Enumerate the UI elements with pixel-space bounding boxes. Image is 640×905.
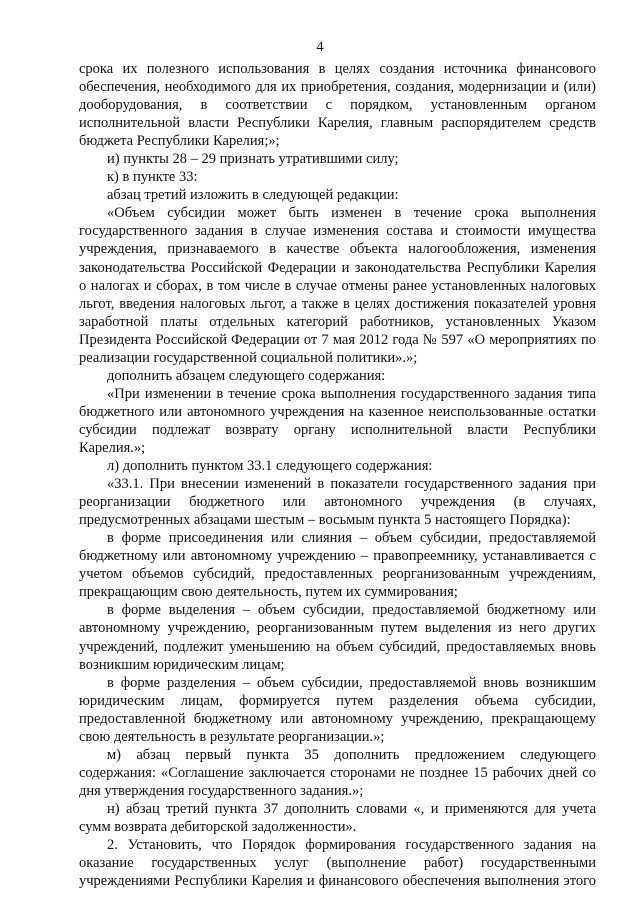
text-line: абзац третий изложить в следующей редакции: bbox=[107, 187, 399, 204]
text-line: срока их полезного использования в целях создания источника финансового bbox=[79, 61, 596, 77]
text-line: учреждения, признаваемого в качестве объекта налогообложения, изменения bbox=[79, 241, 596, 258]
text-line: реорганизации бюджетного или автономного учреждения (в случаях, bbox=[79, 494, 596, 511]
text-line: 2. Установить, что Порядок формирования государственного задания на bbox=[107, 837, 596, 854]
text-line: дополнить абзацем следующего содержания: bbox=[107, 367, 386, 384]
text-line: учреждений, подлежит уменьшению на объем субсидий, предоставляемых вновь bbox=[79, 638, 596, 655]
text-line: предоставленной бюджетному или автономному учреждению, прекращающему bbox=[79, 710, 596, 727]
text-line: предусмотренных абзацами шестым – восьмым пункта 5 настоящего Порядка): bbox=[79, 512, 571, 529]
text-line: н) абзац третий пункта 37 дополнить словами «, и применяются для учета bbox=[107, 800, 596, 817]
text-line: Президента Российской Федерации от 7 мая 2012 года № 597 «О мероприятиях по bbox=[79, 331, 596, 348]
text-line: к) в пункте 33: bbox=[107, 169, 198, 186]
text-line: прекращающим свою деятельность, путем их суммирования; bbox=[79, 584, 458, 601]
page-number: 4 bbox=[316, 39, 324, 55]
text-line: сумм возврата дебиторской задолженности». bbox=[79, 818, 357, 835]
text-line: учреждениями Республики Карелия и финансового обеспечения выполнения этого bbox=[79, 873, 596, 890]
text-line: исполнительной власти Республики Карелия, главным распорядителем средств bbox=[79, 115, 596, 132]
text-line: возникшим юридическим лицам; bbox=[79, 656, 285, 673]
text-line: бюджетного или автономного учреждения на казенное неиспользованные остатки bbox=[79, 403, 596, 420]
text-line: дооборудования, в соответствии с порядком, установленным органом bbox=[79, 97, 596, 114]
text-line: и) пункты 28 – 29 признать утратившими силу; bbox=[107, 151, 399, 168]
text-line: бюджета Республики Карелия;»; bbox=[79, 133, 280, 150]
text-line: автономному учреждению, реорганизованным путем выделения из него других bbox=[79, 620, 596, 637]
text-line: в форме выделения – объем субсидии, предоставляемой бюджетному или bbox=[107, 602, 596, 619]
text-line: м) абзац первый пункта 35 дополнить предложением следующего bbox=[107, 746, 596, 763]
text-line: в форме присоединения или слияния – объем субсидии, предоставляемой bbox=[107, 530, 596, 547]
text-line: законодательства Российской Федерации и законодательства Республики Карелия bbox=[79, 259, 596, 276]
text-line: учетом объемов субсидий, предоставленных реорганизованным учреждениям, bbox=[79, 566, 596, 583]
text-line: реализации государственной социальной политики».»; bbox=[79, 349, 418, 366]
text-line: в форме разделения – объем субсидии, предоставляемой вновь возникшим bbox=[107, 674, 596, 691]
document-body bbox=[79, 60, 596, 890]
text-line: государственного задания в случае изменения состава и стоимости имущества bbox=[79, 223, 596, 240]
text-line: «Объем субсидии может быть изменен в течение срока выполнения bbox=[107, 205, 596, 222]
text-line: юридическим лицам, формируется путем разделения объема субсидии, bbox=[79, 692, 596, 709]
text-line: субсидии подлежат возврату органу исполнительной власти Республики bbox=[79, 421, 596, 438]
text-line: бюджетному или автономному учреждению – правопреемнику, устанавливается с bbox=[79, 548, 596, 565]
text-line: о налогах и сборах, в том числе в случае отмены ранее установленных налоговых bbox=[79, 277, 596, 294]
text-line: оказание государственных услуг (выполнение работ) государственными bbox=[79, 855, 596, 872]
text-line: «При изменении в течение срока выполнения государственного задания типа bbox=[107, 385, 596, 402]
text-line: «33.1. При внесении изменений в показатели государственного задания при bbox=[107, 476, 596, 493]
text-line: содержания: «Соглашение заключается сторонами не позднее 15 рабочих дней со bbox=[79, 764, 596, 781]
text-line: дня утверждения государственного задания.»; bbox=[79, 782, 364, 799]
text-line: заработной платы отдельных категорий работников, установленных Указом bbox=[79, 313, 596, 330]
text-line: Карелия.»; bbox=[79, 439, 146, 456]
text-line: обеспечения, необходимого для их приобретения, создания, модернизации и (или) bbox=[79, 79, 596, 96]
text-line: л) дополнить пунктом 33.1 следующего содержания: bbox=[107, 458, 433, 475]
text-line: свою деятельность в результате реорганизации.»; bbox=[79, 728, 385, 745]
text-line: льгот, введения налоговых льгот, а также в целях достижения показателей уровня bbox=[79, 295, 596, 312]
